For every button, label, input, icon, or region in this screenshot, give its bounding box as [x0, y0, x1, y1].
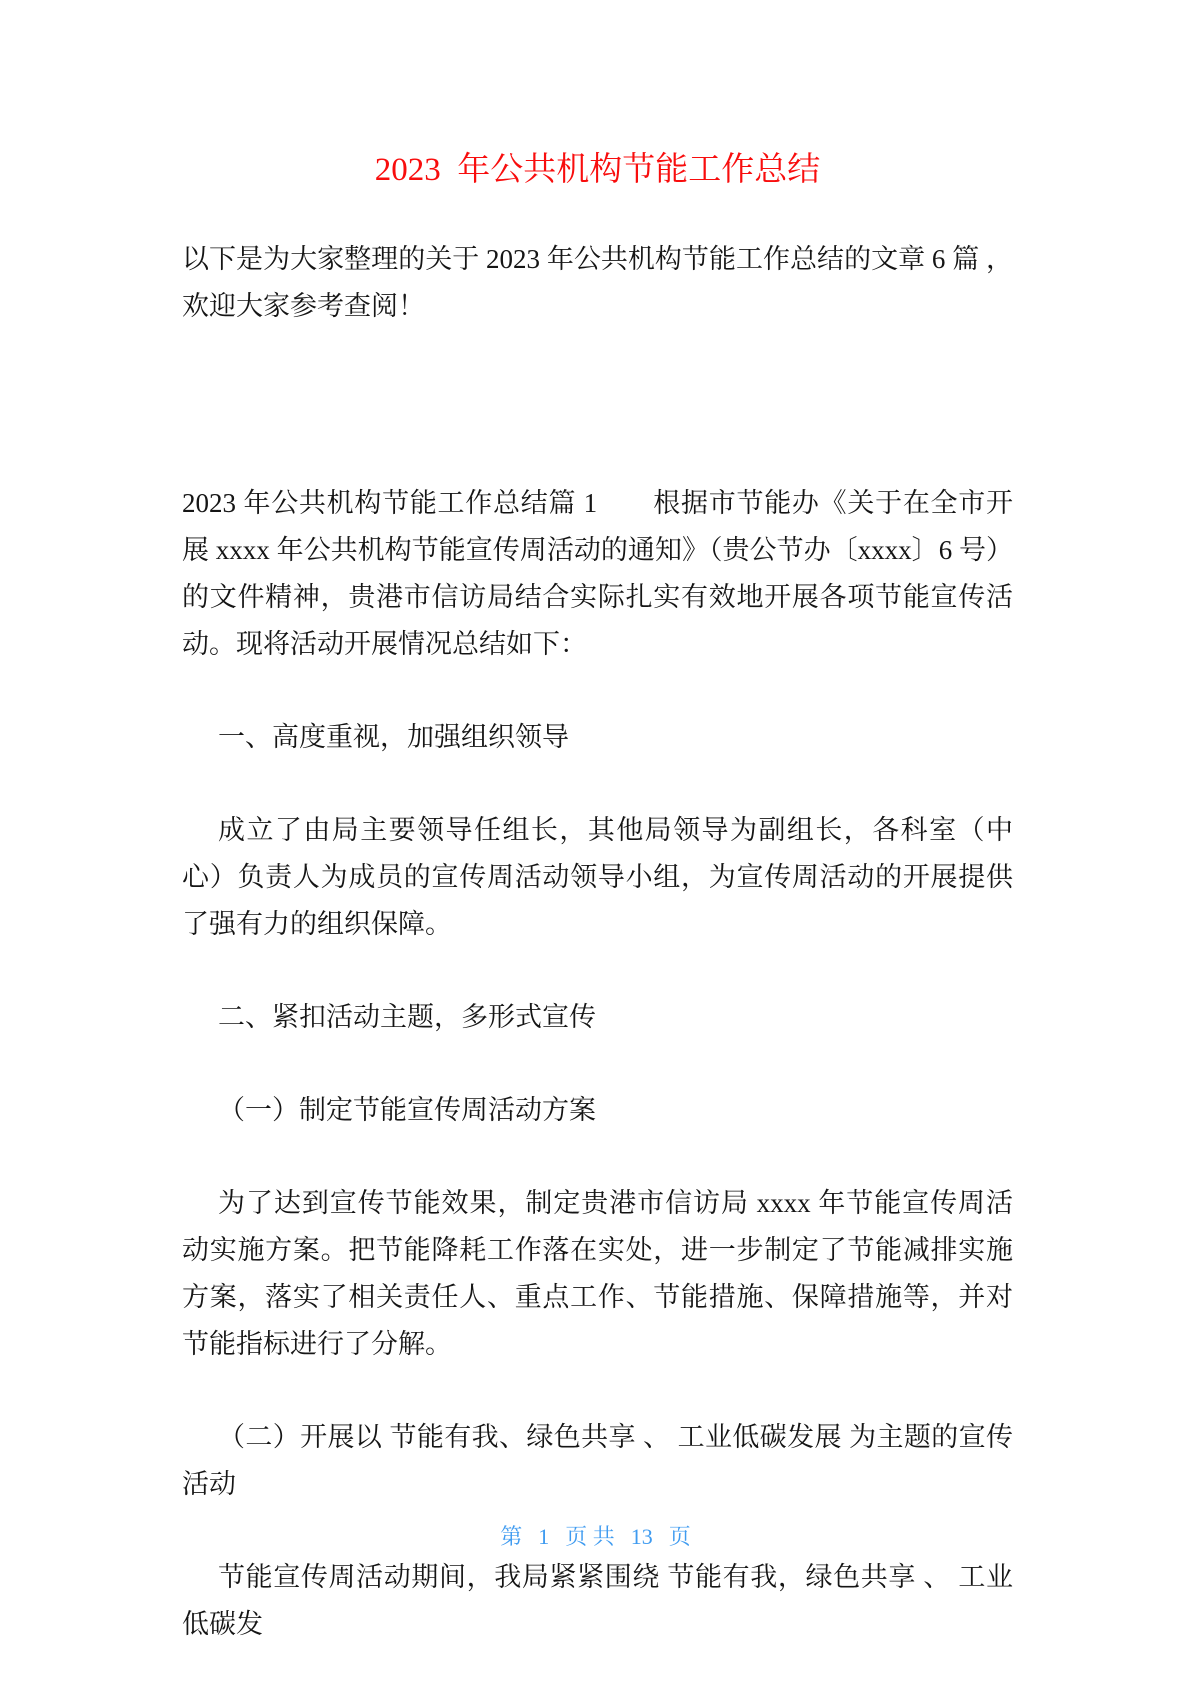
section-heading-2: 二、紧扣活动主题，多形式宣传 [218, 1002, 596, 1032]
article-1-opening-paragraph: 2023 年公共机构节能工作总结篇 1 根据市节能办《关于在全市开展 xxxx 年公共机构节能宣传周活动的通知》（贵公节办〔xxxx〕6 号）的文件精神，贵港市信访局结合实际扎实有效地开展各项节能宣传活动。现将活动开展情况总结如下： [182, 488, 1013, 659]
page-footer [0, 1522, 1191, 1552]
document-body [182, 236, 1020, 1648]
footer-label-prefix: 第 [500, 1524, 523, 1549]
footer-label-middle: 页 共 [565, 1524, 615, 1549]
current-page-number: 1 [538, 1524, 550, 1549]
sub-heading-2-1: （一）制定节能宣传周活动方案 [218, 1095, 596, 1125]
document-title: 2023 年公共机构节能工作总结 [374, 152, 821, 188]
sub-heading-2-2: （二）开展以 节能有我、绿色共享 、 工业低碳发展 为主题的宣传活动 [182, 1422, 1013, 1499]
body-paragraph: 节能宣传周活动期间，我局紧紧围绕 节能有我，绿色共享 、 工业低碳发 [182, 1562, 1013, 1639]
section-heading-1: 一、高度重视，加强组织领导 [218, 722, 569, 752]
total-pages-number: 13 [630, 1524, 653, 1549]
body-paragraph: 为了达到宣传节能效果，制定贵港市信访局 xxxx 年节能宣传周活动实施方案。把节能降耗工作落在实处，进一步制定了节能减排实施方案，落实了相关责任人、重点工作、节能措施、保障措施等，并对节能指标进行了分解。 [182, 1188, 1013, 1359]
footer-label-suffix: 页 [668, 1524, 691, 1549]
body-paragraph: 成立了由局主要领导任组长，其他局领导为副组长，各科室（中心）负责人为成员的宣传周活动领导小组，为宣传周活动的开展提供了强有力的组织保障。 [182, 815, 1013, 939]
intro-paragraph: 以下是为大家整理的关于 2023 年公共机构节能工作总结的文章 6 篇 ， 欢迎大家参考查阅！ [182, 244, 1020, 321]
